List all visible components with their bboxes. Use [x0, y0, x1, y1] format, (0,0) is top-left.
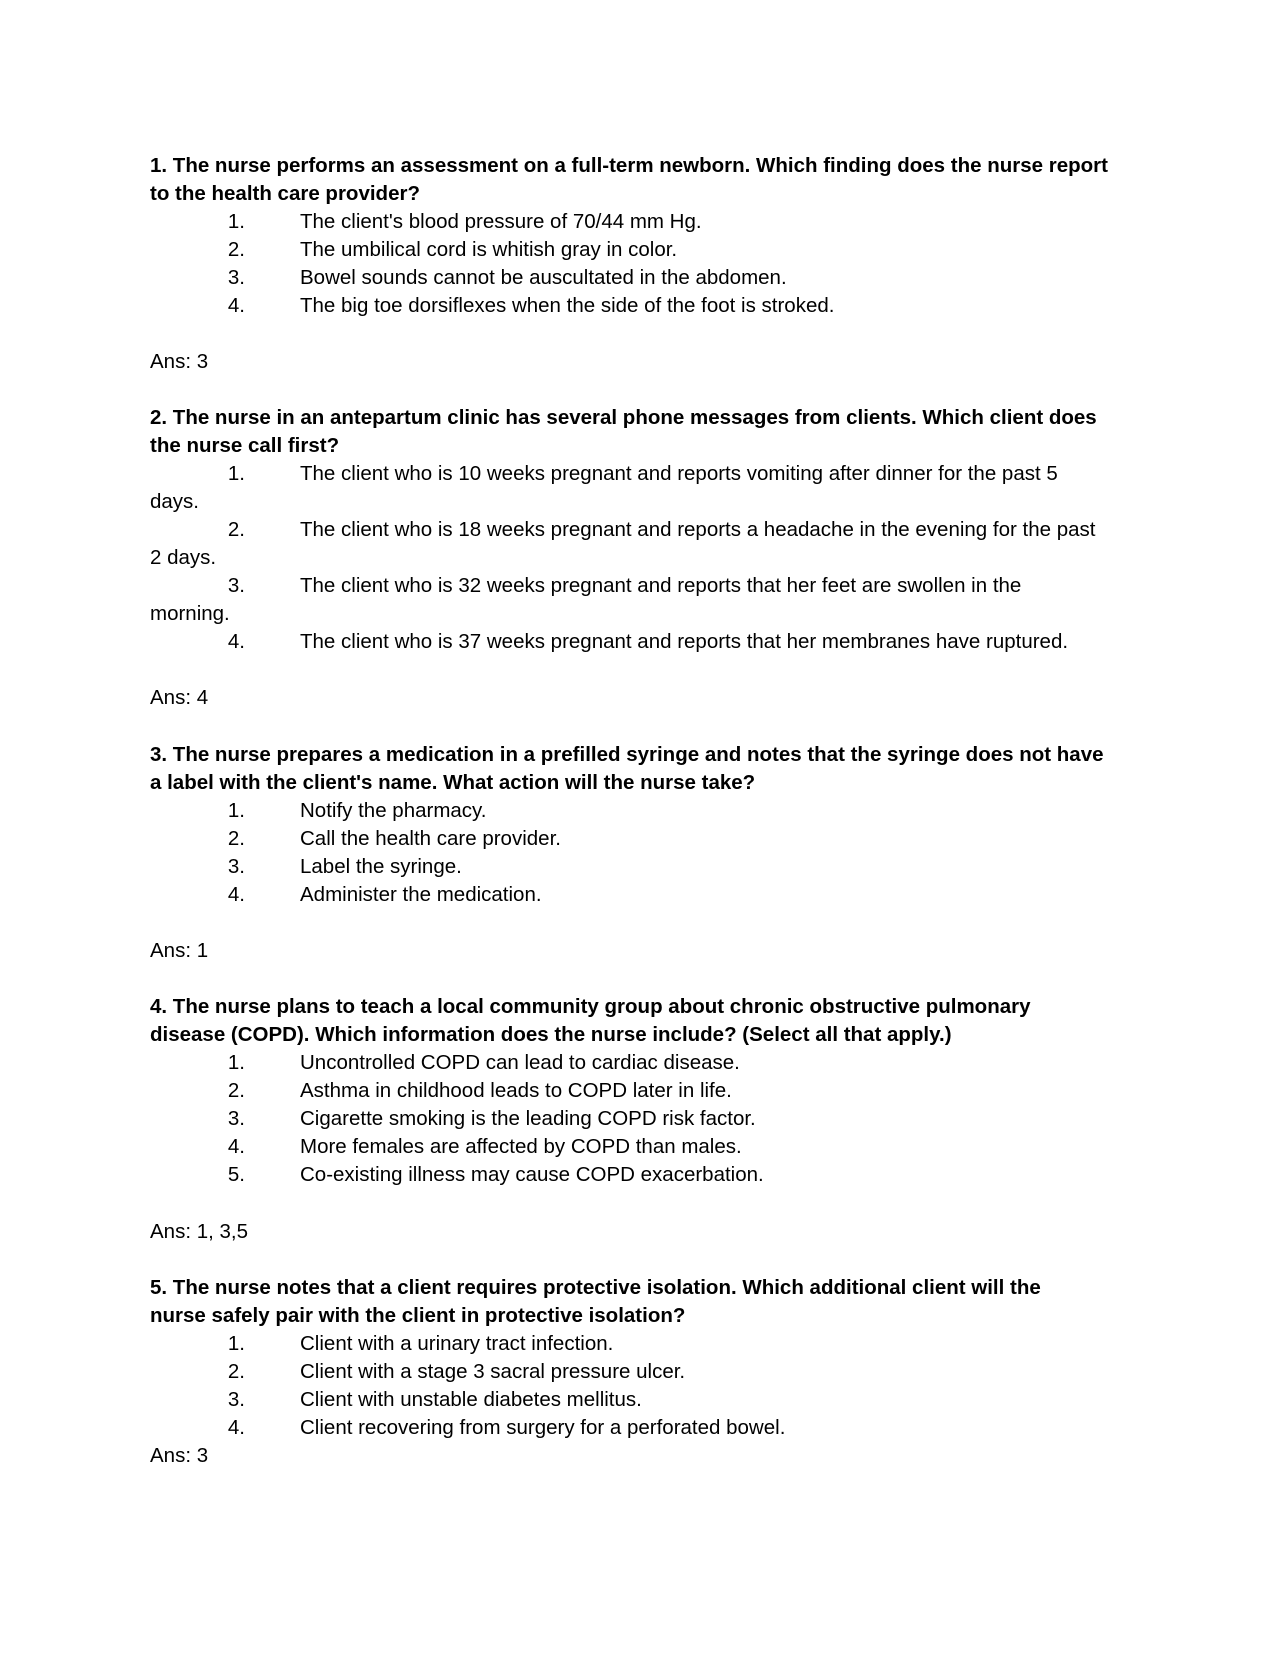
- option-item: [150, 853, 1150, 881]
- option-item: [150, 264, 1150, 292]
- question-stem: [150, 1274, 1150, 1330]
- stem-line: 2. The nurse in an antepartum clinic has several phone messages from clients. Which client does: [150, 406, 1097, 429]
- option-text: The client who is 10 weeks pregnant and reports vomiting after dinner for the past 5: [300, 462, 1058, 485]
- stem-line: nurse safely pair with the client in protective isolation?: [150, 1304, 686, 1327]
- option-text: The client who is 37 weeks pregnant and reports that her membranes have ruptured.: [300, 630, 1069, 653]
- answer-line: Ans: 1, 3,5: [150, 1220, 249, 1243]
- answer-line: Ans: 1: [150, 939, 209, 962]
- option-list: [150, 797, 1150, 909]
- option-text: The client who is 18 weeks pregnant and reports a headache in the evening for the past: [300, 518, 1096, 541]
- option-text: More females are affected by COPD than males.: [300, 1135, 742, 1158]
- option-text: Client with a urinary tract infection.: [300, 1332, 614, 1355]
- option-list: [150, 460, 1150, 656]
- option-number: 4.: [227, 1135, 245, 1158]
- option-text: Bowel sounds cannot be auscultated in the abdomen.: [300, 266, 787, 289]
- stem-line: 3. The nurse prepares a medication in a prefilled syringe and notes that the syringe does not have: [150, 743, 1104, 766]
- option-number: 3.: [227, 266, 245, 289]
- question-3: [150, 741, 1150, 909]
- option-number: 3.: [227, 855, 245, 878]
- option-number: 3.: [227, 1388, 245, 1411]
- option-item: [150, 1133, 1150, 1161]
- option-text: The client who is 32 weeks pregnant and reports that her feet are swollen in the: [300, 574, 1022, 597]
- stem-line: to the health care provider?: [150, 182, 420, 205]
- option-text: Label the syringe.: [300, 855, 462, 878]
- option-number: 2.: [227, 238, 245, 261]
- option-number: 5.: [227, 1163, 245, 1186]
- option-text-continued: morning.: [150, 602, 230, 625]
- option-text: The big toe dorsiflexes when the side of the foot is stroked.: [300, 294, 835, 317]
- question-1: [150, 152, 1150, 320]
- option-number: 4.: [227, 1416, 245, 1439]
- option-text: Co-existing illness may cause COPD exacerbation.: [300, 1163, 764, 1186]
- question-stem: [150, 404, 1150, 460]
- option-number: 3.: [227, 574, 245, 597]
- option-text: The client's blood pressure of 70/44 mm Hg.: [300, 210, 702, 233]
- option-number: 4.: [227, 630, 245, 653]
- option-text: The umbilical cord is whitish gray in color.: [300, 238, 678, 261]
- option-list: [150, 1330, 1150, 1442]
- option-text: Asthma in childhood leads to COPD later in life.: [300, 1079, 732, 1102]
- option-number: 2.: [227, 518, 245, 541]
- question-stem: [150, 741, 1150, 797]
- option-item: [150, 516, 1150, 572]
- option-text: Cigarette smoking is the leading COPD risk factor.: [300, 1107, 756, 1130]
- option-item: [150, 1049, 1150, 1077]
- option-item: [150, 628, 1150, 656]
- option-item: [150, 1077, 1150, 1105]
- stem-line: the nurse call first?: [150, 434, 340, 457]
- option-number: 4.: [227, 883, 245, 906]
- option-number: 2.: [227, 1079, 245, 1102]
- option-item: [150, 1161, 1150, 1189]
- option-number: 4.: [227, 294, 245, 317]
- option-item: [150, 1414, 1150, 1442]
- option-number: 2.: [227, 1360, 245, 1383]
- option-item: [150, 292, 1150, 320]
- option-text: Call the health care provider.: [300, 827, 561, 850]
- answer-line: Ans: 3: [150, 350, 209, 373]
- option-item: [150, 797, 1150, 825]
- option-text: Client with a stage 3 sacral pressure ulcer.: [300, 1360, 686, 1383]
- option-text: Client with unstable diabetes mellitus.: [300, 1388, 642, 1411]
- answer-line: Ans: 3: [150, 1444, 209, 1467]
- question-stem: [150, 152, 1150, 208]
- option-list: [150, 1049, 1150, 1189]
- question-4: [150, 993, 1150, 1189]
- option-item: [150, 1330, 1150, 1358]
- stem-line: 1. The nurse performs an assessment on a full-term newborn. Which finding does the nurse report: [150, 154, 1108, 177]
- option-item: [150, 1358, 1150, 1386]
- option-number: 3.: [227, 1107, 245, 1130]
- option-number: 1.: [227, 1332, 245, 1355]
- option-number: 1.: [227, 462, 245, 485]
- stem-line: disease (COPD). Which information does the nurse include? (Select all that apply.): [150, 1023, 952, 1046]
- option-text-continued: 2 days.: [150, 546, 217, 569]
- option-list: [150, 208, 1150, 320]
- answer-line: Ans: 4: [150, 686, 209, 709]
- option-number: 1.: [227, 1051, 245, 1074]
- option-text: Notify the pharmacy.: [300, 799, 487, 822]
- option-number: 2.: [227, 827, 245, 850]
- option-item: [150, 236, 1150, 264]
- option-item: [150, 572, 1150, 628]
- option-item: [150, 1386, 1150, 1414]
- stem-line: a label with the client's name. What action will the nurse take?: [150, 771, 756, 794]
- option-text: Uncontrolled COPD can lead to cardiac disease.: [300, 1051, 740, 1074]
- option-number: 1.: [227, 799, 245, 822]
- option-item: [150, 208, 1150, 236]
- option-text: Administer the medication.: [300, 883, 542, 906]
- stem-line: 4. The nurse plans to teach a local community group about chronic obstructive pulmonary: [150, 995, 1031, 1018]
- option-item: [150, 460, 1150, 516]
- stem-line: 5. The nurse notes that a client requires protective isolation. Which additional client will the: [150, 1276, 1041, 1299]
- option-number: 1.: [227, 210, 245, 233]
- option-item: [150, 825, 1150, 853]
- option-text-continued: days.: [150, 490, 199, 513]
- question-2: [150, 404, 1150, 656]
- option-item: [150, 1105, 1150, 1133]
- question-5: [150, 1274, 1150, 1442]
- option-item: [150, 881, 1150, 909]
- option-text: Client recovering from surgery for a perforated bowel.: [300, 1416, 786, 1439]
- question-stem: [150, 993, 1150, 1049]
